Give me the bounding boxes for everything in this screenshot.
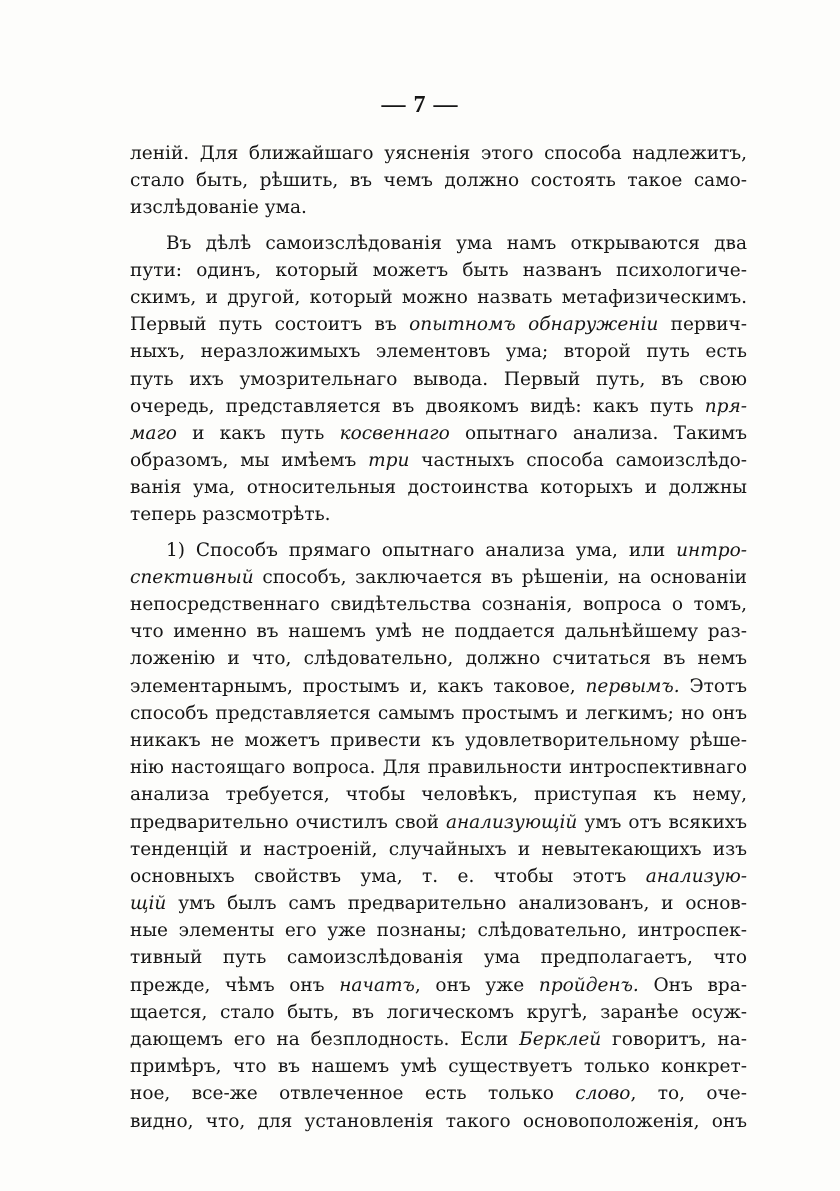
- text-line: тенденцій и настроеній, случайныхъ и невытекающихъ изъ: [130, 838, 747, 860]
- text-run: , онъ уже: [414, 974, 539, 996]
- text-run: Онъ вра-: [638, 974, 747, 996]
- text-line: [130, 393, 747, 420]
- italic-emphasis: маго: [130, 422, 177, 444]
- text-run: образомъ, мы имѣемъ: [130, 450, 369, 472]
- text-line: [130, 673, 747, 700]
- text-line: [130, 1026, 747, 1053]
- text-run: , то, оче-: [630, 1083, 747, 1105]
- text-run: элементарнымъ, простымъ и, какъ таковое,: [130, 675, 586, 697]
- italic-emphasis: пря-: [704, 395, 747, 417]
- paragraph-gap: [130, 222, 747, 230]
- italic-emphasis: косвеннаго: [339, 422, 450, 444]
- text-line: [130, 447, 747, 474]
- text-line: видно, что, для установленія такого основоположенія, онъ: [130, 1110, 747, 1132]
- text-run: прежде, чѣмъ онъ: [130, 974, 340, 996]
- italic-emphasis: анализующій: [445, 811, 578, 833]
- body-text: [130, 140, 747, 1135]
- text-run: частныхъ способа самоизслѣдо-: [409, 450, 747, 472]
- italic-emphasis: щій: [130, 893, 167, 915]
- text-run: основныхъ свойствъ ума, т. е. чтобы этотъ: [130, 865, 646, 887]
- text-run: Первый путь состоитъ въ: [130, 314, 410, 336]
- italic-emphasis: анализую-: [645, 865, 747, 887]
- text-line: путь ихъ умозрительнаго вывода. Первый путь, въ свою: [130, 368, 747, 390]
- text-line: стало быть, рѣшить, въ чемъ должно состоять такое само-: [130, 170, 747, 192]
- page-number: — 7 —: [381, 92, 459, 118]
- italic-emphasis: слово: [575, 1083, 631, 1105]
- text-run: 1) Способъ прямаго опытнаго анализа ума, или: [166, 539, 677, 561]
- text-line: анализа требуется, чтобы человѣкъ, приступая къ нему,: [130, 784, 747, 806]
- italic-emphasis: три: [368, 450, 410, 472]
- text-line: щается, стало быть, въ логическомъ кругѣ, заранѣе осуж-: [130, 1001, 747, 1023]
- text-line: теперь разсмотрѣть.: [130, 504, 331, 526]
- text-line: ложенію и что, слѣдовательно, должно считаться въ немъ: [130, 648, 747, 670]
- text-line: пути: одинъ, который можетъ быть названъ психологиче-: [130, 259, 747, 281]
- text-line: [130, 311, 747, 338]
- text-line: Въ дѣлѣ самоизслѣдованія ума намъ открываются два: [166, 232, 747, 254]
- italic-emphasis: начатъ: [339, 974, 415, 996]
- text-line: ванія ума, относительныя достоинства которыхъ и должны: [130, 477, 747, 499]
- text-run: дающемъ его на безплодность. Если: [130, 1029, 520, 1050]
- text-run: опытнаго анализа. Такимъ: [449, 422, 747, 444]
- text-line: леній. Для ближайшаго уясненія этого способа надлежитъ,: [130, 143, 747, 164]
- text-run: ное, все-же отвлеченное есть только: [130, 1083, 576, 1105]
- text-run: умъ отъ всякихъ: [577, 811, 748, 833]
- text-line: [130, 537, 747, 564]
- text-line: тивный путь самоизслѣдованія ума предполагаетъ, что: [130, 947, 747, 969]
- text-line: [130, 564, 747, 591]
- text-line: [130, 809, 747, 836]
- text-line: [130, 1080, 747, 1107]
- italic-emphasis: опытномъ обнаруженіи: [409, 314, 659, 336]
- text-line: ные элементы его уже познаны; слѣдовательно, интроспек-: [130, 920, 747, 942]
- text-run: очередь, представляется въ двоякомъ видѣ: какъ путь: [130, 395, 705, 417]
- text-line: [130, 420, 747, 447]
- text-line: [130, 972, 747, 999]
- text-line: ныхъ, неразложимыхъ элементовъ ума; второй путь есть: [130, 341, 747, 363]
- text-line: что именно въ нашемъ умѣ не поддается дальнѣйшему раз-: [130, 621, 747, 643]
- text-run: говоритъ, на-: [601, 1029, 747, 1050]
- text-line: способъ представляется самымъ простымъ и легкимъ; но онъ: [130, 702, 747, 724]
- text-line: непосредственнаго свидѣтельства сознанія, вопроса о томъ,: [130, 594, 747, 615]
- text-line: примѣръ, что въ нашемъ умѣ существуетъ только конкрет-: [130, 1056, 747, 1078]
- italic-emphasis: Берклей: [519, 1029, 602, 1050]
- text-line: никакъ не можетъ привести къ удовлетворительному рѣше-: [130, 729, 747, 751]
- text-run: способъ, заключается въ рѣшеніи, на основаніи: [253, 566, 747, 588]
- text-line: скимъ, и другой, который можно назвать метафизическимъ.: [130, 286, 747, 308]
- italic-emphasis: интро-: [676, 539, 747, 561]
- italic-emphasis: первымъ.: [585, 675, 680, 697]
- italic-emphasis: спективный: [130, 566, 254, 588]
- text-run: предварительно очистилъ свой: [130, 811, 446, 833]
- text-line: [130, 863, 747, 890]
- text-run: Этотъ: [679, 675, 748, 697]
- text-line: изслѣдованіе ума.: [130, 197, 307, 219]
- text-line: нію настоящаго вопроса. Для правильности интроспективнаго: [130, 757, 747, 779]
- text-line: [130, 890, 747, 917]
- paragraph-gap: [130, 529, 747, 537]
- text-run: первич-: [658, 314, 747, 336]
- text-run: и какъ путь: [176, 422, 340, 444]
- text-run: умъ былъ самъ предварительно анализованъ, и основ-: [166, 893, 747, 915]
- italic-emphasis: пройденъ.: [538, 974, 639, 996]
